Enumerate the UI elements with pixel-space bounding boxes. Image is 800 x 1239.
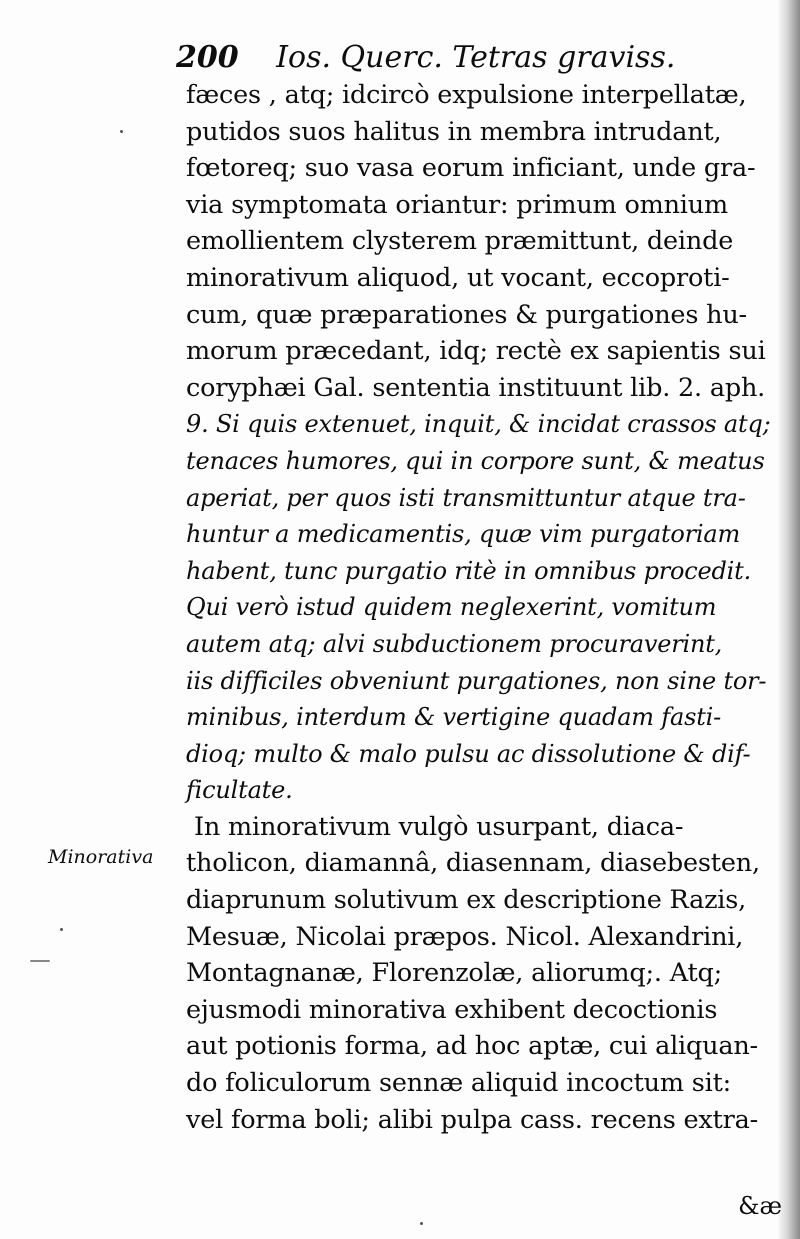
- text-line: Mesuæ, Nicolai præpos. Nicol. Alexandrini,: [186, 921, 744, 952]
- running-title: Ios. Querc. Tetras graviss.: [276, 40, 676, 75]
- quote-line: autem atq; alvi subductionem procuraverint,: [186, 629, 723, 658]
- text-line: putidos suos halitus in membra intrudant,: [186, 116, 722, 147]
- text-line: cum, quæ præparationes & purgationes hu-: [186, 299, 747, 330]
- text-line: ejusmodi minorativa exhibent decoctionis: [186, 994, 718, 1025]
- text-line: vel forma boli; alibi pulpa cass. recens extra-: [186, 1104, 759, 1135]
- text-body: [186, 77, 786, 1138]
- text-line: morum præcedant, idq; rectè ex sapientis sui: [186, 336, 766, 367]
- page-number: 200: [176, 40, 239, 75]
- quote-line: Qui verò istud quidem neglexerint, vomitum: [186, 593, 717, 622]
- text-line: tholicon, diamannâ, diasennam, diasebesten,: [186, 848, 760, 879]
- text-line: emollientem clysterem præmittunt, deinde: [186, 226, 734, 257]
- quote-line: iis difficiles obveniunt purgationes, non sine tor-: [186, 666, 767, 695]
- text-line: diaprunum solutivum ex descriptione Razis,: [186, 885, 747, 916]
- quote-line: minibus, interdum & vertigine quadam fasti-: [186, 703, 722, 732]
- ink-speck: [120, 130, 123, 133]
- ink-speck: [60, 928, 63, 931]
- quote-line: huntur a medicamentis, quæ vim purgatoriam: [186, 520, 741, 549]
- quote-line: ficultate.: [186, 776, 293, 805]
- ink-speck: [30, 960, 50, 962]
- quote-line: dioq; multo & malo pulsu ac dissolutione & dif-: [186, 739, 751, 768]
- quote-line: habent, tunc purgatio ritè in omnibus procedit.: [186, 556, 752, 585]
- text-line: aut potionis forma, ad hoc aptæ, cui aliquan-: [186, 1031, 758, 1062]
- text-line: coryphæi Gal. sententia instituunt lib. 2. aph.: [186, 372, 766, 403]
- text-line: In minorativum vulgò usurpant, diaca-: [194, 811, 684, 842]
- catchword: &æ: [738, 1192, 782, 1220]
- text-line: Montagnanæ, Florenzolæ, aliorumq;. Atq;: [186, 958, 723, 989]
- ink-speck: [420, 1222, 423, 1225]
- text-line: fæces , atq; idcircò expulsione interpellatæ,: [186, 80, 747, 110]
- text-line: do foliculorum sennæ aliquid incoctum sit:: [186, 1068, 732, 1099]
- quote-line: aperiat, per quos isti transmittuntur atque tra-: [186, 483, 746, 512]
- text-line: via symptomata oriantur: primum omnium: [186, 189, 728, 220]
- quote-line: tenaces humores, qui in corpore sunt, & meatus: [186, 446, 765, 475]
- text-line: minorativum aliquod, ut vocant, eccoproti-: [186, 262, 730, 293]
- running-header: [176, 38, 696, 78]
- marginal-note: Minorativa: [48, 846, 154, 868]
- quote-line: 9. Si quis extenuet, inquit, & incidat crassos atq;: [186, 410, 771, 439]
- text-line: fœtoreq; suo vasa eorum inficiant, unde gra-: [186, 153, 756, 184]
